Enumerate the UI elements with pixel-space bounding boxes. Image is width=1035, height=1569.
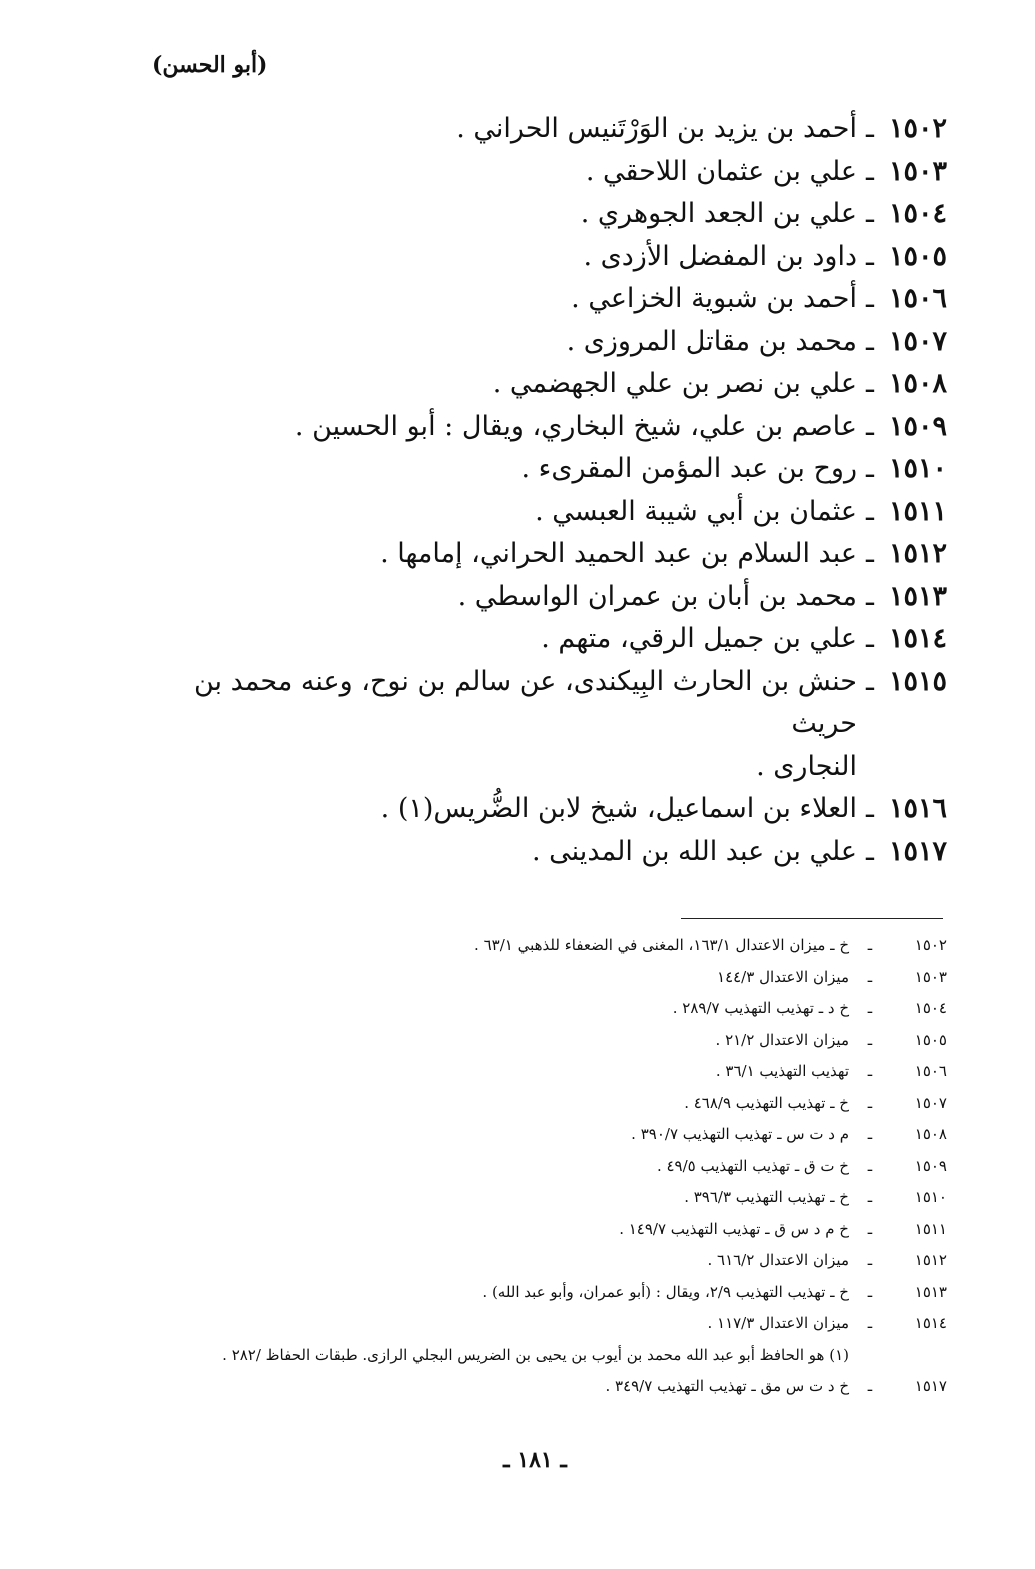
footnote-number: ١٥١٧ [914, 1377, 947, 1395]
footnote-number: ١٥١٣ [914, 1282, 947, 1301]
footnote-text: خ ـ تهذيب التهذيب ٢/٩، ويقال : (أبو عمران، وأبو عبد الله) . [482, 1282, 849, 1301]
entry-dash: ـ [866, 580, 874, 612]
footnote-text: خ ـ تهذيب التهذيب ٤٦٨/٩ . [684, 1093, 849, 1112]
entry-number: ١٥١٠ [888, 453, 947, 484]
entry-number: ١٥١١ [888, 495, 947, 527]
entry-text: روح بن عبد المؤمن المقرىء . [521, 453, 857, 484]
entry-dash: ـ [866, 325, 874, 357]
footnote-dash: ـ [867, 1377, 873, 1395]
entry-text: علي بن جميل الرقي، متهم . [541, 623, 857, 654]
entry-number: ١٥١٦ [888, 793, 947, 824]
entry-number: ١٥٠٢ [888, 113, 947, 144]
entry-text: علي بن عثمان اللاحقي . [585, 155, 857, 187]
entry-dash: ـ [866, 368, 874, 399]
footnote-number: ١٥٠٤ [914, 999, 947, 1017]
footnote-number: ١٥١١ [914, 1219, 947, 1238]
footnote-1509 [147, 1151, 947, 1183]
entry-number: ١٥١٥ [888, 665, 947, 697]
entry-1506 [127, 278, 947, 321]
entry-1502 [127, 108, 947, 151]
entry-text: محمد بن مقاتل المروزى . [566, 325, 857, 357]
footnote-text: خ م د س ق ـ تهذيب التهذيب ١٤٩/٧ . [619, 1219, 849, 1238]
footnote-number: ١٥٠٣ [914, 967, 947, 986]
entry-1508 [127, 363, 947, 406]
entry-text: العلاء بن اسماعيل، شيخ لابن الضُّريس(١) . [380, 793, 857, 824]
footnote-text: خ د ـ تهذيب التهذيب ٢٨٩/٧ . [672, 999, 849, 1017]
entry-dash: ـ [866, 623, 874, 654]
biography-entries [127, 108, 947, 873]
footnote-text: خ ت ق ـ تهذيب التهذيب ٤٩/٥ . [656, 1156, 849, 1175]
footnote-number: ١٥٠٢ [914, 936, 947, 954]
entry-1516 [127, 788, 947, 831]
entry-text: حنش بن الحارث البِيكندى، عن سالم بن نوح، وعنه محمد بن حريث [194, 665, 857, 739]
footnote-1502 [147, 930, 947, 962]
entry-number: ١٥٠٤ [888, 198, 947, 229]
footnote-number: ١٥١٠ [914, 1188, 947, 1206]
running-head: (أبو الحسن) [152, 52, 268, 78]
page-number: ـ ١٨١ ـ [503, 1447, 567, 1473]
entry-dash: ـ [866, 538, 874, 569]
entry-number: ١٥١٧ [888, 835, 947, 867]
entry-dash: ـ [866, 155, 874, 187]
entry-dash: ـ [866, 835, 874, 867]
entry-number: ١٥٠٨ [888, 368, 947, 399]
footnote-1504 [147, 993, 947, 1025]
footnote-text: ميزان الاعتدال ١٤٤/٣ [717, 967, 849, 986]
footnote-number: ١٥٠٨ [914, 1125, 947, 1143]
entry-text: علي بن نصر بن علي الجهضمي . [492, 368, 857, 399]
entry-dash: ـ [866, 793, 874, 824]
footnote-text: ميزان الاعتدال ١١٧/٣ . [707, 1314, 849, 1332]
entry-1515-continued [127, 746, 947, 789]
entry-number: ١٥٠٥ [888, 240, 947, 272]
footnote-text: (١) هو الحافظ أبو عبد الله محمد بن أيوب بن يحيى بن الضريس البجلي الرازى. طبقات الحفاظ /٢٨٢ . [222, 1345, 849, 1364]
footnote-text: خ ـ ميزان الاعتدال ١٦٣/١، المغنى في الضعفاء للذهبي ٦٣/١ . [474, 936, 849, 954]
footnote-dash: ـ [867, 1219, 873, 1238]
footnote-dash: ـ [867, 1188, 873, 1206]
entry-number: ١٥٠٧ [888, 325, 947, 357]
footnote-text: م د ت س ـ تهذيب التهذيب ٣٩٠/٧ . [631, 1125, 849, 1143]
entry-1515 [127, 661, 947, 746]
entry-text: محمد بن أبان بن عمران الواسطي . [457, 580, 857, 612]
entry-1512 [127, 533, 947, 576]
entry-number: ١٥٠٣ [888, 155, 947, 187]
footnote-1503 [147, 962, 947, 994]
entry-text: أحمد بن يزيد بن الوَرْتَنيس الحراني . [456, 113, 857, 144]
footnote-text: خ ـ تهذيب التهذيب ٣٩٦/٣ . [684, 1188, 849, 1206]
entry-1513 [127, 576, 947, 619]
footnote-text: خ د ت س مق ـ تهذيب التهذيب ٣٤٩/٧ . [605, 1377, 849, 1395]
footnote-number: ١٥٠٦ [914, 1062, 947, 1080]
entry-1504 [127, 193, 947, 236]
footnote-number: ١٥٠٩ [914, 1156, 947, 1175]
entry-dash: ـ [866, 410, 874, 442]
entry-dash: ـ [866, 283, 874, 314]
footnote-1505 [147, 1025, 947, 1057]
footnote-text: ميزان الاعتدال ٦١٦/٢ . [707, 1251, 849, 1269]
entry-text: عبد السلام بن عبد الحميد الحراني، إمامها . [380, 538, 857, 569]
footnote-1506 [147, 1056, 947, 1088]
footnotes [147, 930, 947, 1403]
footnote-marker-1 [147, 1340, 947, 1372]
entry-1517 [127, 831, 947, 874]
entry-text: أحمد بن شبوية الخزاعي . [571, 283, 857, 314]
entry-text: علي بن عبد الله بن المدينى . [531, 835, 857, 867]
footnote-number: ١٥٠٥ [914, 1030, 947, 1049]
entry-dash: ـ [866, 495, 874, 527]
entry-number: ١٥٠٩ [888, 410, 947, 442]
entry-text: النجارى . [756, 750, 857, 782]
footnote-dash: ـ [867, 1030, 873, 1049]
entry-dash: ـ [866, 453, 874, 484]
entry-dash: ـ [866, 113, 874, 144]
entry-text: داود بن المفضل الأزدى . [583, 240, 857, 272]
footnote-dash: ـ [867, 1156, 873, 1175]
footnote-text: تهذيب التهذيب ٣٦/١ . [715, 1062, 849, 1080]
entry-1514 [127, 618, 947, 661]
footnote-dash: ـ [867, 999, 873, 1017]
entry-text: علي بن الجعد الجوهري . [580, 198, 857, 229]
entry-1507 [127, 321, 947, 364]
footnote-number: ١٥١٢ [914, 1251, 947, 1269]
footnote-1510 [147, 1182, 947, 1214]
footnote-dash: ـ [867, 936, 873, 954]
footnote-dash: ـ [867, 967, 873, 986]
footnote-dash: ـ [867, 1093, 873, 1112]
footnote-dash: ـ [867, 1282, 873, 1301]
footnote-dash: ـ [867, 1251, 873, 1269]
entry-1510 [127, 448, 947, 491]
footnote-1513 [147, 1277, 947, 1309]
footnote-1511 [147, 1214, 947, 1246]
entry-1511 [127, 491, 947, 534]
footnote-dash: ـ [867, 1125, 873, 1143]
footnote-dash: ـ [867, 1314, 873, 1332]
footnote-1508 [147, 1119, 947, 1151]
footnote-text: ميزان الاعتدال ٢١/٢ . [715, 1030, 849, 1049]
entry-number: ١٥١٤ [888, 623, 947, 654]
entry-number: ١٥١٣ [888, 580, 947, 612]
entry-1505 [127, 236, 947, 279]
entry-number: ١٥٠٦ [888, 283, 947, 314]
footnote-1514 [147, 1308, 947, 1340]
footnote-dash: ـ [867, 1062, 873, 1080]
entry-dash: ـ [866, 198, 874, 229]
footnote-1512 [147, 1245, 947, 1277]
footnote-number: ١٥١٤ [914, 1314, 947, 1332]
entry-dash: ـ [866, 240, 874, 272]
entry-text: عثمان بن أبي شيبة العبسي . [535, 495, 857, 527]
entry-1509 [127, 406, 947, 449]
entry-number: ١٥١٢ [888, 538, 947, 569]
entry-dash: ـ [866, 665, 874, 697]
footnote-number: ١٥٠٧ [914, 1093, 947, 1112]
entry-1503 [127, 151, 947, 194]
footnote-divider [681, 918, 943, 919]
footnote-1507 [147, 1088, 947, 1120]
entry-text: عاصم بن علي، شيخ البخاري، ويقال : أبو الحسين . [294, 410, 857, 442]
footnote-1517 [147, 1371, 947, 1403]
